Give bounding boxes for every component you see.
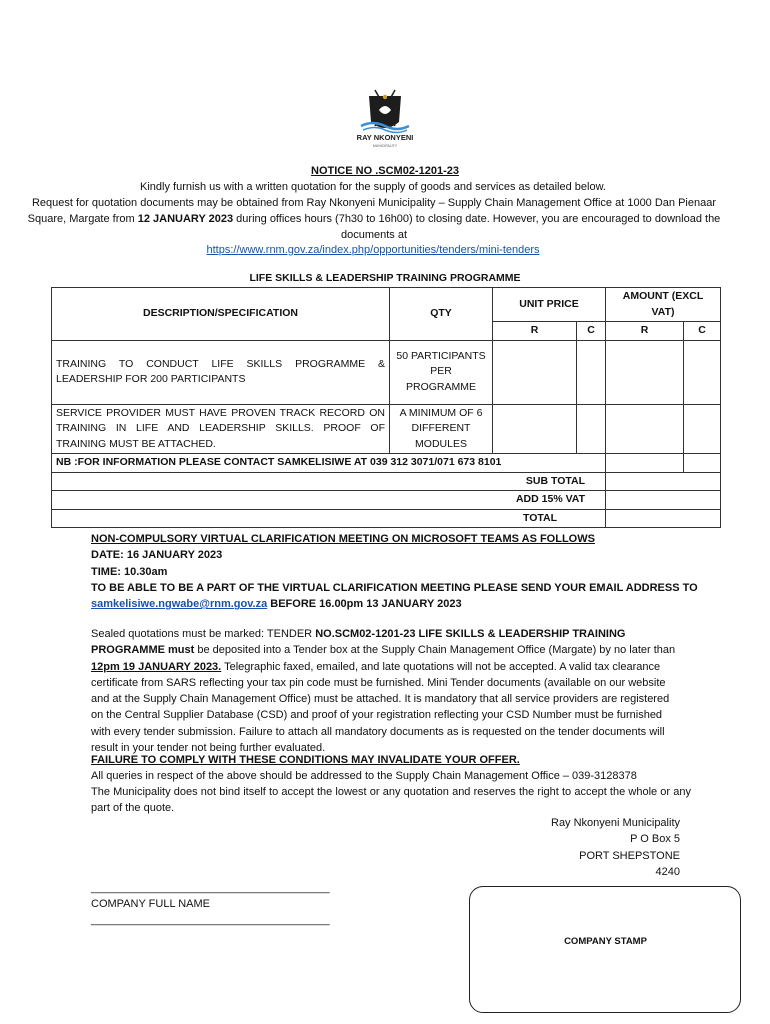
sealed-text-2: be deposited into a Tender box at the Supply Chain Management Office (Margate) by no later than xyxy=(194,644,676,657)
header-qty: QTY xyxy=(390,288,493,341)
row-qty: 50 PARTICIPANTS PER PROGRAMME xyxy=(390,340,493,404)
row-unit-r xyxy=(493,340,577,404)
row-unit-r xyxy=(493,404,577,454)
sealed-text-3: Telegraphic faxed, emailed, and late quotations will not be accepted. A valid tax clearance certificate from SARS reflecting your tax pin code must be furnished. Mini Tender documents (available on our website and at the Supply Chain Management Office) must be attached. It is mandatory that all service providers are registered on the Central Supplier Database (CSD) and proof of your registration reflecting your CSD Number must be furnished with every tender submission. Failure to attach all mandatory documents as is requested on the tender documents will result in your tender not being further evaluated. xyxy=(91,660,670,755)
row-unit-c xyxy=(577,340,606,404)
failure-warning: FAILURE TO COMPLY WITH THESE CONDITIONS MAY INVALIDATE YOUR OFFER. xyxy=(91,754,520,766)
address-line: Ray Nkonyeni Municipality xyxy=(551,817,680,829)
total-value xyxy=(606,509,721,528)
meeting-instruction: TO BE ABLE TO BE A PART OF THE VIRTUAL CLARIFICATION MEETING PLEASE SEND YOUR EMAIL ADDRESS TO xyxy=(91,581,698,594)
nb-amount-c xyxy=(684,454,721,473)
meeting-email-link[interactable]: samkelisiwe.ngwabe@rnm.gov.za xyxy=(91,598,268,611)
row-unit-c xyxy=(577,404,606,454)
row-description: TRAINING TO CONDUCT LIFE SKILLS PROGRAMME & LEADERSHIP FOR 200 PARTICIPANTS xyxy=(52,340,390,404)
table-title: LIFE SKILLS & LEADERSHIP TRAINING PROGRAMME xyxy=(249,272,521,284)
address-line: PORT SHEPSTONE xyxy=(579,849,680,862)
table-row xyxy=(52,340,721,404)
row-qty: A MINIMUM OF 6 DIFFERENT MODULES xyxy=(390,404,493,454)
header-unit-price: UNIT PRICE xyxy=(493,288,606,322)
company-stamp-label: COMPANY STAMP xyxy=(564,936,647,947)
address-line: 4240 xyxy=(655,865,680,878)
subtotal-value xyxy=(606,472,721,491)
queries-text: All queries in respect of the above should be addressed to the Supply Chain Management Office – 039-3128378 xyxy=(91,770,637,782)
nb-amount-r xyxy=(606,454,684,473)
header-amount-r: R xyxy=(606,322,684,341)
request-text-pre: Request for quotation documents may be obtained from Ray Nkonyeni Municipality – Supply Chain Management Office at 1000 Dan Pienaar Square, Margate from xyxy=(27,197,717,225)
meeting-deadline: BEFORE 16.00pm 13 JANUARY 2023 xyxy=(267,598,462,611)
address-line: P O Box 5 xyxy=(630,833,680,846)
header-description: DESCRIPTION/SPECIFICATION xyxy=(52,288,390,341)
row-amount-c xyxy=(684,404,721,454)
tender-reference: NO.SCM02-1201-23 LIFE SKILLS & LEADERSHIP TRAINING PROGRAMME must xyxy=(91,628,626,657)
logo-tagline: MUNICIPALITY xyxy=(372,144,398,148)
sealed-text-1: Sealed quotations must be marked: TENDER xyxy=(91,628,316,640)
signature-line: _______________________________________ xyxy=(91,914,330,926)
header-unit-r: R xyxy=(493,322,577,341)
company-stamp-box xyxy=(469,886,741,1013)
request-text-post: during offices hours (7h30 to 16h00) to closing date. However, you are encouraged to download the documents at xyxy=(233,213,721,241)
request-date: 12 JANUARY 2023 xyxy=(137,213,234,225)
intro-line: Kindly furnish us with a written quotation for the supply of goods and services as detailed below. xyxy=(140,181,606,193)
company-full-name-label: COMPANY FULL NAME xyxy=(91,898,210,910)
specification-table xyxy=(51,287,721,528)
header-unit-c: C xyxy=(577,322,606,341)
header-amount: AMOUNT (EXCL VAT) xyxy=(606,288,721,322)
row-amount-c xyxy=(684,340,721,404)
sealed-quotations-paragraph xyxy=(91,626,681,756)
total-label: TOTAL xyxy=(52,509,606,528)
table-row xyxy=(52,404,721,454)
vat-label: ADD 15% VAT xyxy=(52,491,606,510)
postal-address xyxy=(480,815,680,880)
contact-note: NB :FOR INFORMATION PLEASE CONTACT SAMKELISIWE AT 039 312 3071/071 673 8101 xyxy=(52,454,606,473)
bind-clause: The Municipality does not bind itself to accept the lowest or any quotation and reserves the right to accept the whole or any part of the quote. xyxy=(91,786,691,815)
request-paragraph xyxy=(24,195,724,243)
subtotal-label: SUB TOTAL xyxy=(52,472,606,491)
row-amount-r xyxy=(606,404,684,454)
row-description: SERVICE PROVIDER MUST HAVE PROVEN TRACK RECORD ON TRAINING IN LIFE AND LEADERSHIP SKILLS. PROOF OF TRAINING MUST BE ATTACHED. xyxy=(52,404,390,454)
municipality-logo xyxy=(345,88,425,150)
vat-value xyxy=(606,491,721,510)
meeting-date: DATE: 16 JANUARY 2023 xyxy=(91,549,223,562)
notice-number: NOTICE NO .SCM02-1201-23 xyxy=(311,165,459,177)
tenders-url-link[interactable]: https://www.rnm.gov.za/index.php/opportunities/tenders/mini-tenders xyxy=(206,244,540,256)
closing-date: 12pm 19 JANUARY 2023. xyxy=(91,660,222,673)
row-amount-r xyxy=(606,340,684,404)
meeting-title: NON-COMPULSORY VIRTUAL CLARIFICATION MEETING ON MICROSOFT TEAMS AS FOLLOWS xyxy=(91,533,595,545)
meeting-time: TIME: 10.30am xyxy=(91,565,168,578)
header-amount-c: C xyxy=(684,322,721,341)
logo-text: RAY NKONYENI xyxy=(356,133,414,142)
company-name-line: _______________________________________ xyxy=(91,882,330,894)
